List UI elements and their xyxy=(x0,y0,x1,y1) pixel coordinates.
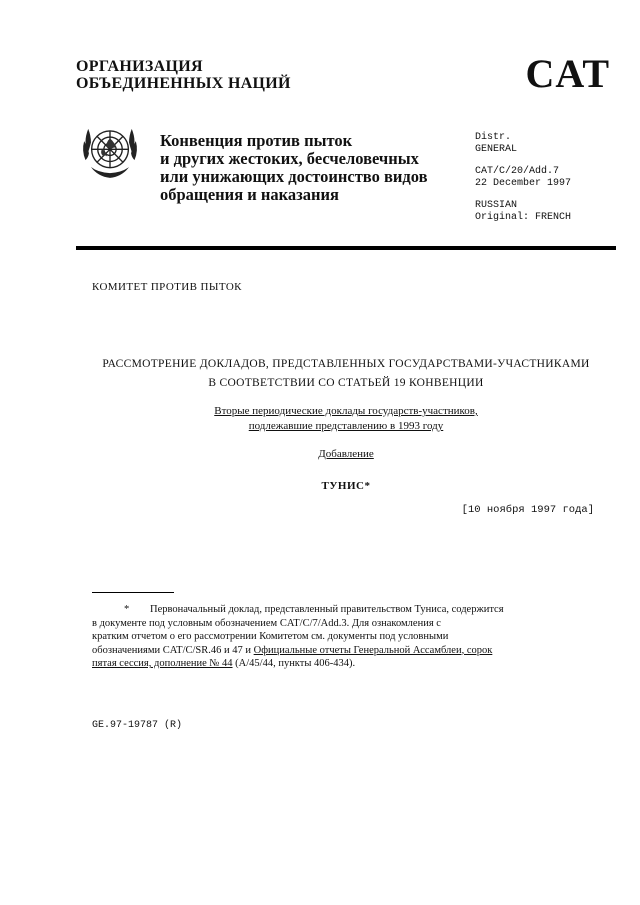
main-heading-line2: В СООТВЕТСТВИИ СО СТАТЬЕЙ 19 КОНВЕНЦИИ xyxy=(208,377,484,389)
convention-title-line2: и других жестоких, бесчеловечных xyxy=(160,149,419,168)
convention-title-line1: Конвенция против пыток xyxy=(160,131,353,150)
subheading-line1: Вторые периодические доклады государств-участников, xyxy=(214,405,478,417)
footnote-divider xyxy=(92,592,174,593)
distr-label: Distr. xyxy=(475,132,512,143)
organization-name xyxy=(76,58,291,92)
footnote-line3: кратким отчетом о его рассмотрении Комитетом см. документы под условными xyxy=(92,631,449,642)
footnote-line4 xyxy=(92,644,592,658)
footnote-line1-text: Первоначальный доклад, представленный правительством Туниса, содержится xyxy=(150,604,504,615)
document-info xyxy=(475,132,571,223)
report-date: [10 ноября 1997 года] xyxy=(461,504,594,516)
main-heading xyxy=(76,355,616,393)
footnote-line1 xyxy=(92,603,592,617)
job-number: GE.97-19787 (R) xyxy=(92,720,183,731)
country-name: ТУНИС* xyxy=(321,480,371,492)
footnote-line2: в документе под условным обозначением CAT/C/7/Add.3. Для ознакомления с xyxy=(92,617,441,629)
convention-title xyxy=(160,132,427,204)
footnote-line5-text: (A/45/44, пункты 406-434). xyxy=(232,658,356,669)
header-divider xyxy=(76,246,616,250)
document-language: RUSSIAN xyxy=(475,200,518,211)
document-symbol-large: CAT xyxy=(525,51,610,96)
footnote xyxy=(92,603,592,671)
subheading-line2: подлежавшие представлению в 1993 году xyxy=(248,420,444,432)
footnote-line4-text: обозначениями CAT/C/SR.46 и 47 и xyxy=(92,644,254,656)
document-date: 22 December 1997 xyxy=(475,177,572,189)
official-records-reference: Официальные отчеты Генеральной Ассамблеи, сорок xyxy=(253,644,493,656)
document-symbol: CAT/C/20/Add.7 xyxy=(475,166,560,177)
distr-value: GENERAL xyxy=(475,143,518,155)
un-emblem-icon xyxy=(76,118,144,186)
committee-name: КОМИТЕТ ПРОТИВ ПЫТОК xyxy=(92,281,242,293)
official-records-reference-cont: пятая сессия, дополнение № 44 xyxy=(92,658,233,669)
footnote-line5 xyxy=(92,657,592,671)
main-heading-line1: РАССМОТРЕНИЕ ДОКЛАДОВ, ПРЕДСТАВЛЕННЫХ ГОСУДАРСТВАМИ-УЧАСТНИКАМИ xyxy=(102,358,590,370)
footnote-marker: * xyxy=(124,604,130,615)
convention-title-line4: обращения и наказания xyxy=(160,185,339,204)
organization-name-line1: ОРГАНИЗАЦИЯ xyxy=(76,58,203,75)
original-language: Original: FRENCH xyxy=(475,211,572,223)
subheading xyxy=(76,404,616,434)
addendum-label: Добавление xyxy=(318,448,374,460)
organization-name-line2: ОБЪЕДИНЕННЫХ НАЦИЙ xyxy=(76,75,291,92)
convention-title-line3: или унижающих достоинство видов xyxy=(160,167,428,186)
